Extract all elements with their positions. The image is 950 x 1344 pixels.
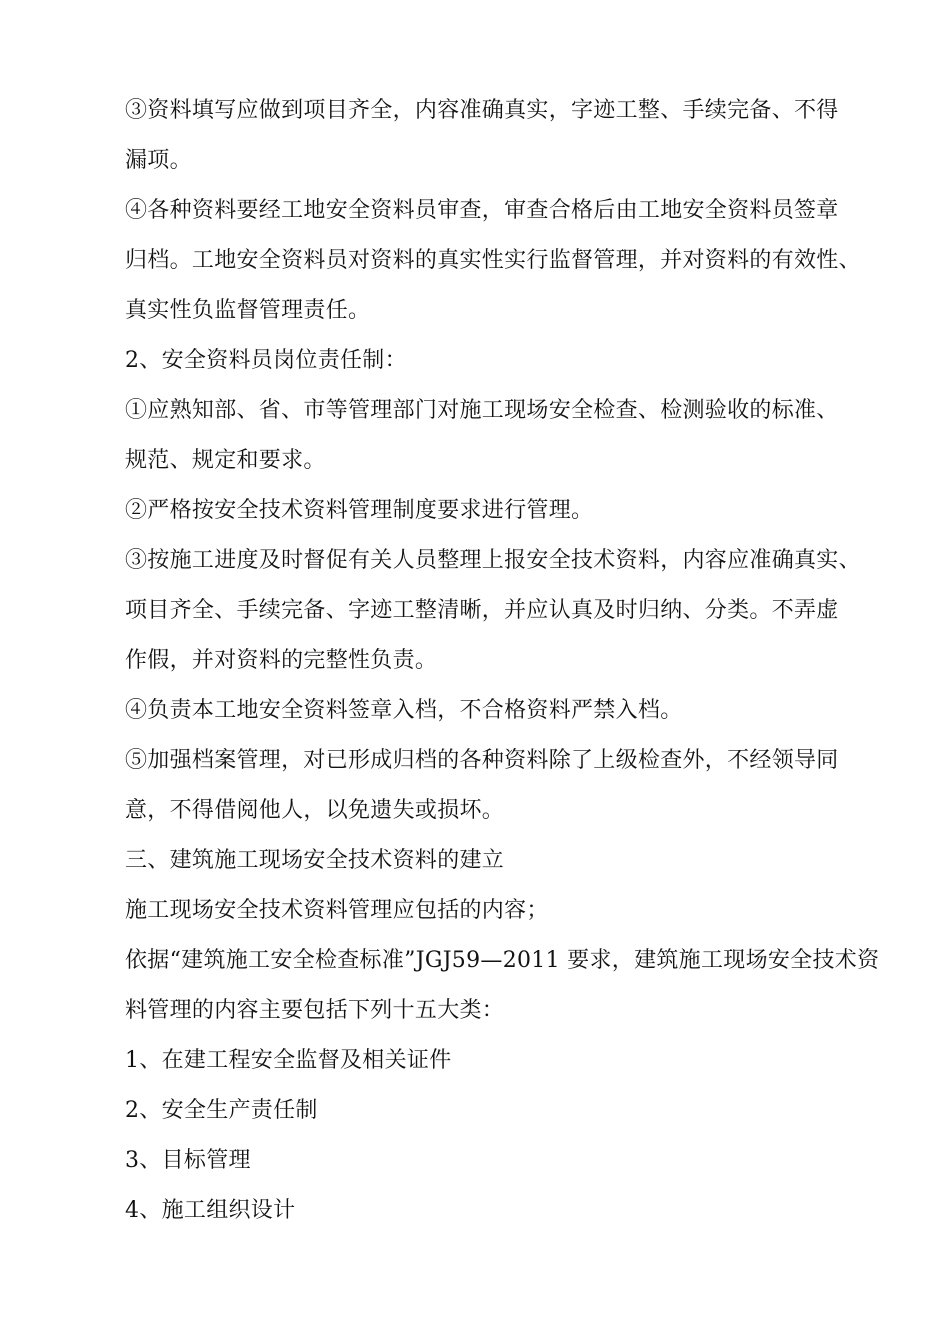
text-line: 施工现场安全技术资料管理应包括的内容； — [125, 898, 549, 923]
list-item: 3、目标管理 — [125, 1148, 251, 1173]
text-line: ①应熟知部、省、市等管理部门对施工现场安全检查、检测验收的标准、 — [125, 398, 839, 423]
text-line: ②严格按安全技术资料管理制度要求进行管理。 — [125, 498, 594, 523]
list-item: 4、施工组织设计 — [125, 1198, 296, 1223]
text-line: 依据“建筑施工安全检查标准”JGJ59—2011 要求，建筑施工现场安全技术资 — [125, 948, 880, 973]
text-line: 归档。工地安全资料员对资料的真实性实行监督管理，并对资料的有效性、 — [125, 248, 861, 273]
list-item: 2、安全生产责任制 — [125, 1098, 318, 1123]
text-line: 料管理的内容主要包括下列十五大类： — [125, 998, 505, 1023]
text-line: ④负责本工地安全资料签章入档，不合格资料严禁入档。 — [125, 698, 683, 723]
section-heading: 2、安全资料员岗位责任制： — [125, 348, 407, 373]
text-line: 真实性负监督管理责任。 — [125, 298, 371, 323]
list-item: 1、在建工程安全监督及相关证件 — [125, 1048, 452, 1073]
text-line: 漏项。 — [125, 148, 192, 173]
text-line: ③资料填写应做到项目齐全，内容准确真实，字迹工整、手续完备、不得 — [125, 98, 839, 123]
text-line: 项目齐全、手续完备、字迹工整清晰，并应认真及时归纳、分类。不弄虚 — [125, 598, 839, 623]
text-line: ⑤加强档案管理，对已形成归档的各种资料除了上级检查外，不经领导同 — [125, 748, 839, 773]
text-line: ④各种资料要经工地安全资料员审查，审查合格后由工地安全资料员签章 — [125, 198, 839, 223]
text-line: 意，不得借阅他人，以免遗失或损坏。 — [125, 798, 505, 823]
text-line: 作假，并对资料的完整性负责。 — [125, 648, 438, 673]
text-line: 规范、规定和要求。 — [125, 448, 326, 473]
section-heading: 三、建筑施工现场安全技术资料的建立 — [125, 848, 505, 873]
text-line: ③按施工进度及时督促有关人员整理上报安全技术资料，内容应准确真实、 — [125, 548, 861, 573]
